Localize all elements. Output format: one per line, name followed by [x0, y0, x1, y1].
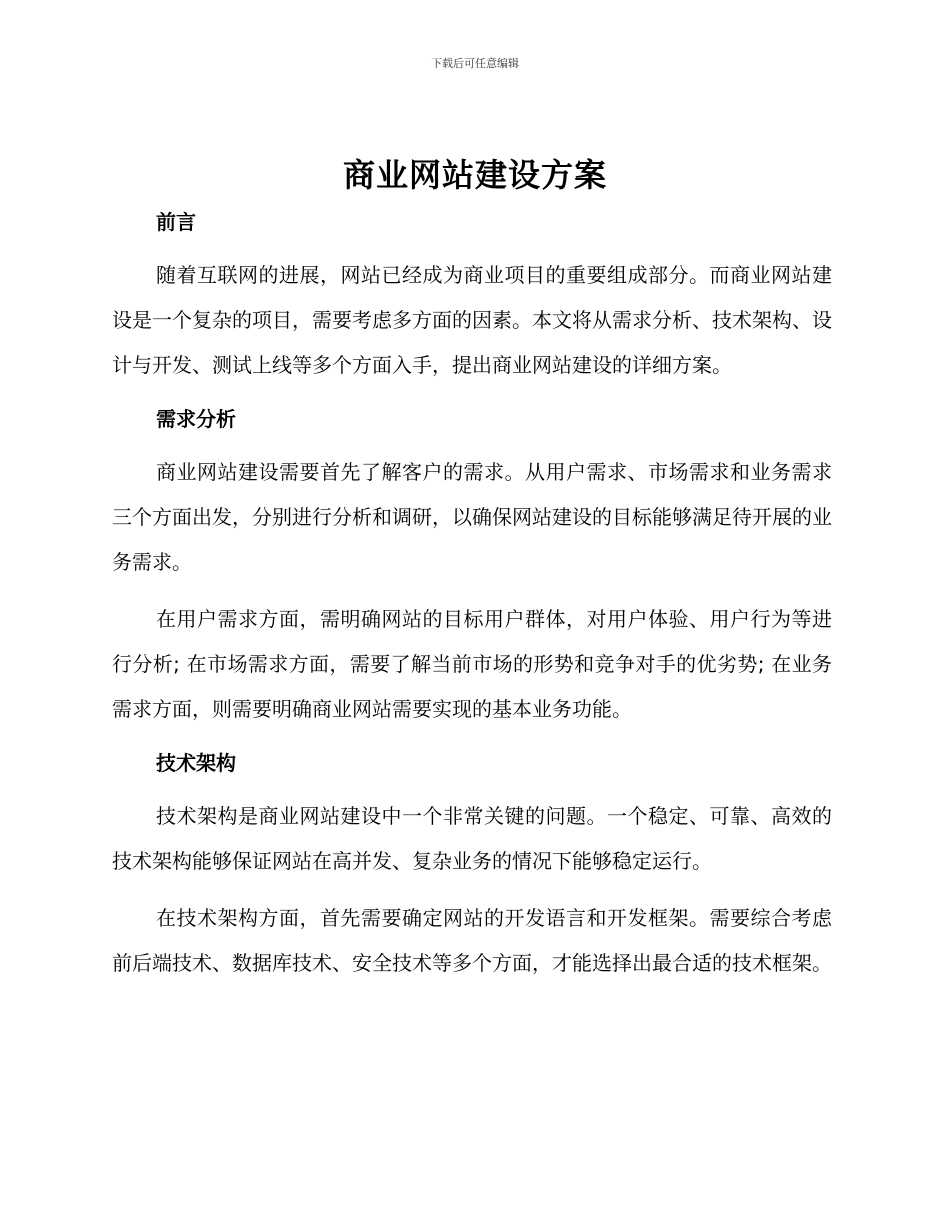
- paragraph: 随着互联网的进展，网站已经成为商业项目的重要组成部分。而商业网站建设是一个复杂的项目，需要考虑多方面的因素。本文将从需求分析、技术架构、设计与开发、测试上线等多个方面入手，提出商业网站建设的详细方案。: [112, 263, 832, 377]
- paragraph: 在用户需求方面，需明确网站的目标用户群体，对用户体验、用户行为等进行分析; 在市场需求方面，需要了解当前市场的形势和竞争对手的优劣势; 在业务需求方面，则需要明确商业网站需要实现的基本业务功能。: [112, 607, 832, 721]
- section-architecture: [112, 744, 832, 986]
- section-heading: 技术架构: [156, 751, 236, 775]
- section-heading: 需求分析: [156, 407, 236, 431]
- section-requirements: [112, 400, 832, 744]
- document-body: [112, 203, 832, 986]
- section-heading: 前言: [156, 210, 196, 234]
- header-note: 下载后可任意编辑: [431, 57, 519, 70]
- section-preface: [112, 203, 832, 400]
- document-title: 商业网站建设方案: [342, 156, 607, 194]
- paragraph: 商业网站建设需要首先了解客户的需求。从用户需求、市场需求和业务需求三个方面出发，分别进行分析和调研，以确保网站建设的目标能够满足待开展的业务需求。: [112, 460, 832, 574]
- paragraph: 在技术架构方面，首先需要确定网站的开发语言和开发框架。需要综合考虑前后端技术、数据库技术、安全技术等多个方面，才能选择出最合适的技术框架。: [112, 906, 832, 975]
- paragraph: 技术架构是商业网站建设中一个非常关键的问题。一个稳定、可靠、高效的技术架构能够保证网站在高并发、复杂业务的情况下能够稳定运行。: [112, 804, 832, 873]
